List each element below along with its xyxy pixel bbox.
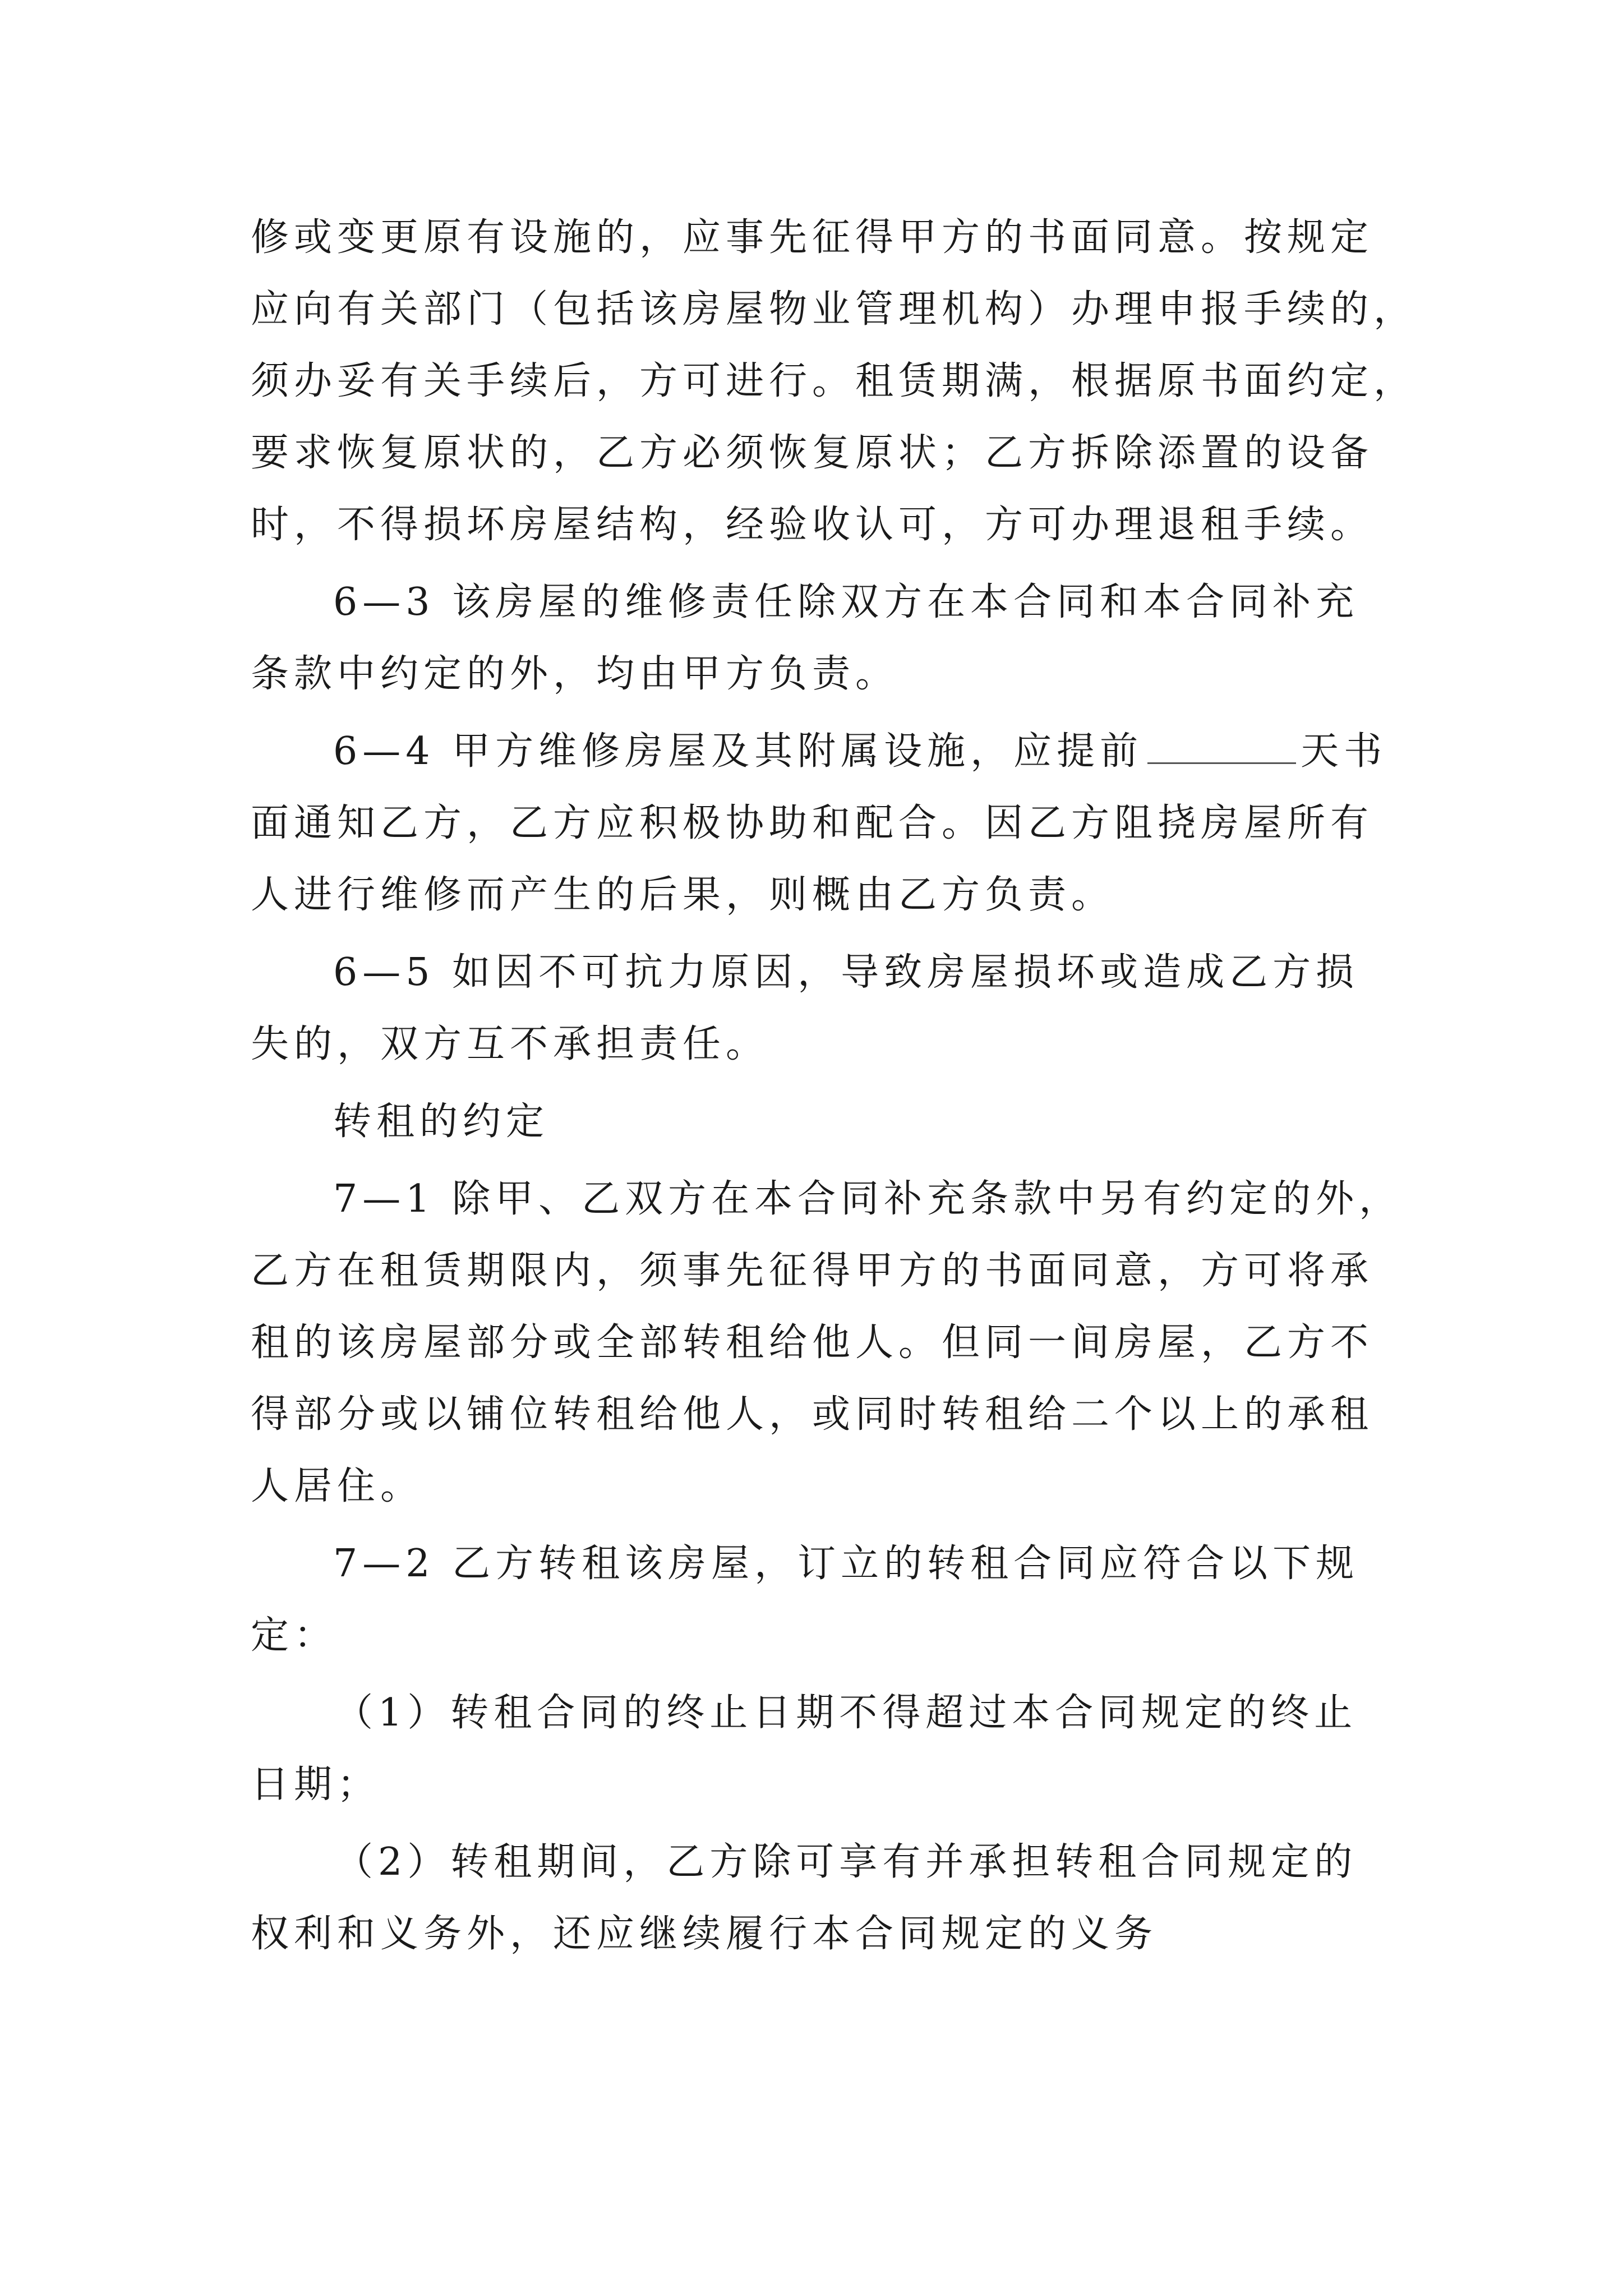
text-line: 人进行维修而产生的后果，则概由乙方负责。 bbox=[251, 873, 1115, 917]
paragraph-6-4 bbox=[251, 716, 1389, 931]
section-heading: 转租的约定 bbox=[333, 1099, 550, 1144]
paragraph-7-2 bbox=[251, 1528, 1389, 1672]
text-line: 定： bbox=[251, 1613, 338, 1658]
paragraph-6-3 bbox=[251, 567, 1389, 710]
text-line: 修或变更原有设施的，应事先征得甲方的书面同意。按规定 bbox=[251, 215, 1374, 260]
section-heading-sublease bbox=[251, 1086, 1389, 1158]
text-line: 权利和义务外，还应继续履行本合同规定的义务 bbox=[251, 1912, 1158, 1956]
text-line: 7—1 除甲、乙双方在本合同补充条款中另有约定的外， bbox=[333, 1177, 1403, 1221]
text-line: 须办妥有关手续后，方可进行。租赁期满，根据原书面约定， bbox=[251, 359, 1417, 403]
text-line: （2）转租期间，乙方除可享有并承担转租合同规定的 bbox=[335, 1840, 1358, 1884]
text-line bbox=[251, 716, 1389, 788]
text-line: 7—2 乙方转租该房屋，订立的转租合同应符合以下规 bbox=[333, 1542, 1359, 1586]
paragraph-7-1 bbox=[251, 1163, 1403, 1522]
text-after-blank: 天书 bbox=[1301, 729, 1387, 774]
text-line: 时，不得损坏房屋结构，经验收认可，方可办理退租手续。 bbox=[251, 503, 1374, 547]
paragraph-7-2-item-2 bbox=[251, 1826, 1389, 1970]
text-before-blank: 6—4 甲方维修房屋及其附属设施，应提前 bbox=[333, 729, 1144, 774]
text-line: 要求恢复原状的，乙方必须恢复原状；乙方拆除添置的设备 bbox=[251, 431, 1374, 475]
text-line: 失的，双方互不承担责任。 bbox=[251, 1022, 769, 1066]
text-line: 人居住。 bbox=[251, 1464, 424, 1508]
text-line: 6—5 如因不可抗力原因，导致房屋损坏或造成乙方损 bbox=[333, 950, 1359, 995]
text-line: 6—3 该房屋的维修责任除双方在本合同和本合同补充 bbox=[333, 580, 1359, 624]
text-line: 面通知乙方，乙方应积极协助和配合。因乙方阻挠房屋所有 bbox=[251, 801, 1374, 845]
text-line: 租的该房屋部分或全部转租给他人。但同一间房屋，乙方不 bbox=[251, 1320, 1374, 1365]
paragraph-6-5 bbox=[251, 937, 1389, 1080]
contract-text bbox=[251, 202, 1417, 1976]
text-line: 条款中约定的外，均由甲方负责。 bbox=[251, 652, 899, 696]
text-line: 得部分或以铺位转租给他人，或同时转租给二个以上的承租 bbox=[251, 1392, 1374, 1437]
text-line: （1）转租合同的终止日期不得超过本合同规定的终止 bbox=[335, 1691, 1358, 1735]
text-line: 应向有关部门（包括该房屋物业管理机构）办理申报手续的， bbox=[251, 287, 1417, 332]
text-line: 日期； bbox=[251, 1763, 381, 1807]
paragraph-6-2-continuation bbox=[251, 202, 1417, 561]
paragraph-7-2-item-1 bbox=[251, 1677, 1389, 1821]
text-line: 乙方在租赁期限内，须事先征得甲方的书面同意，方可将承 bbox=[251, 1249, 1374, 1293]
fill-in-blank-days[interactable] bbox=[1147, 731, 1296, 764]
